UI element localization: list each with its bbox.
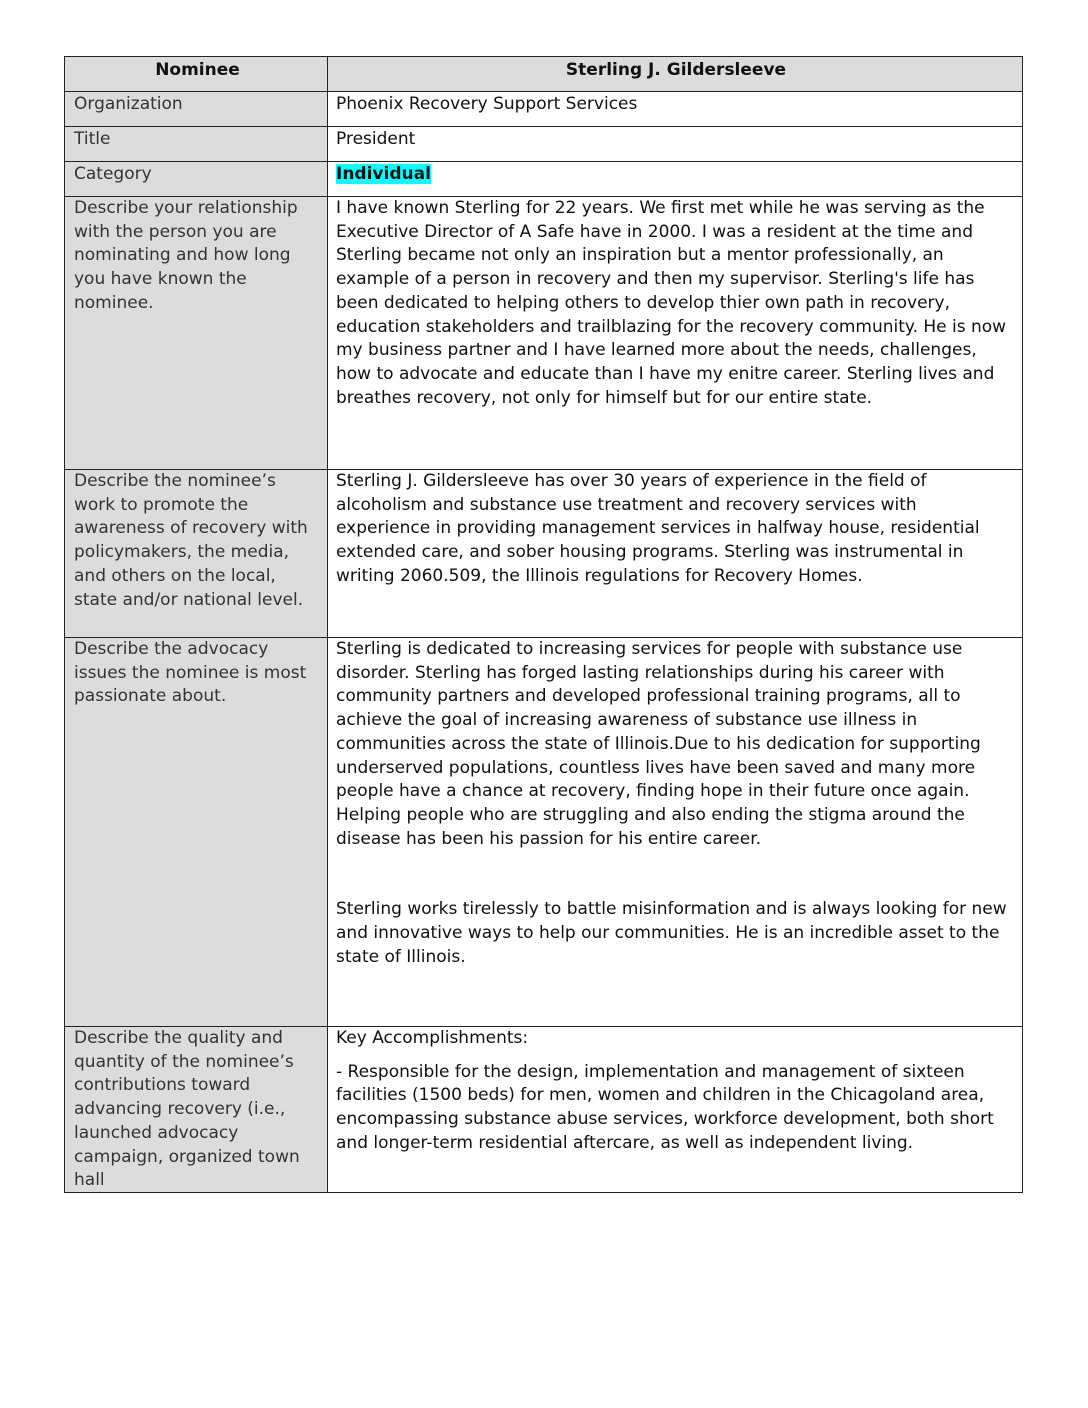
advocacy-row [65, 637, 1022, 1026]
quality-label: Describe the quality and quantity of the nominee’s contributions toward advancing recovery (i.e., launched advocacy campaign, organized town hall [65, 1027, 328, 1192]
organization-row [65, 91, 1022, 126]
accomplishments-heading: Key Accomplishments: [336, 1028, 529, 1048]
relationship-row [65, 196, 1022, 469]
category-row [65, 161, 1022, 196]
quality-value [328, 1027, 1022, 1192]
quality-row [65, 1026, 1022, 1192]
title-label: Title [65, 127, 328, 161]
relationship-value: I have known Sterling for 22 years. We first met while he was serving as the Executive Director of A Safe have in 2000. I was a resident at the time and Sterling became not only an inspiration but a mentor professionally, an example of a person in recovery and then my supervisor. Sterling's life has been dedicated to helping others to develop thier own path in recovery, education stakeholders and trailblazing for the recovery community. He is now my business partner and I have learned more about the needs, challenges, how to advocate and educate than I have my enitre career. Sterling lives and breathes recovery, not only for himself but for our entire state. [328, 197, 1022, 469]
nominee-name: Sterling J. Gildersleeve [328, 57, 1022, 91]
advocacy-paragraph-2: Sterling works tirelessly to battle misinformation and is always looking for new and innovative ways to help our communities. He is an incredible asset to the state of Illinois. [336, 899, 1007, 967]
category-value-cell [328, 162, 1022, 196]
category-value: Individual [336, 164, 431, 184]
work-label: Describe the nominee’s work to promote the awareness of recovery with policymakers, the media, and others on the local, state and/or national level. [65, 470, 328, 637]
paragraph-spacer [336, 1051, 1016, 1061]
advocacy-value [328, 638, 1022, 1026]
header-label: Nominee [65, 57, 328, 91]
relationship-label: Describe your relationship with the person you are nominating and how long you have known the nominee. [65, 197, 328, 469]
advocacy-label: Describe the advocacy issues the nominee is most passionate about. [65, 638, 328, 1026]
organization-value: Phoenix Recovery Support Services [328, 92, 1022, 126]
advocacy-paragraph-1: Sterling is dedicated to increasing services for people with substance use disorder. Sterling has forged lasting relationships during his career with community partners and developed professional training programs, all to achieve the goal of increasing awareness of substance use illness in communities across the state of Illinois.Due to his dedication for supporting underserved populations, countless lives have been saved and many more people have a chance at recovery, finding hope in their future once again. Helping people who are struggling and also ending the stigma around the disease has been his passion for his entire career. [336, 639, 981, 849]
title-value: President [328, 127, 1022, 161]
header-row [65, 57, 1022, 91]
nomination-table [64, 56, 1023, 1193]
accomplishment-item: - Responsible for the design, implementation and management of sixteen facilities (1500 beds) for men, women and children in the Chicagoland area, encompassing substance abuse services, workforce development, both short and longer-term residential aftercare, as well as independent living. [336, 1061, 994, 1153]
work-row [65, 469, 1022, 637]
paragraph-spacer [336, 851, 1016, 898]
category-label: Category [65, 162, 328, 196]
organization-label: Organization [65, 92, 328, 126]
title-row [65, 126, 1022, 161]
work-value: Sterling J. Gildersleeve has over 30 years of experience in the field of alcoholism and substance use treatment and recovery services with experience in providing management services in halfway house, residential extended care, and sober housing programs. Sterling was instrumental in writing 2060.509, the Illinois regulations for Recovery Homes. [328, 470, 1022, 637]
